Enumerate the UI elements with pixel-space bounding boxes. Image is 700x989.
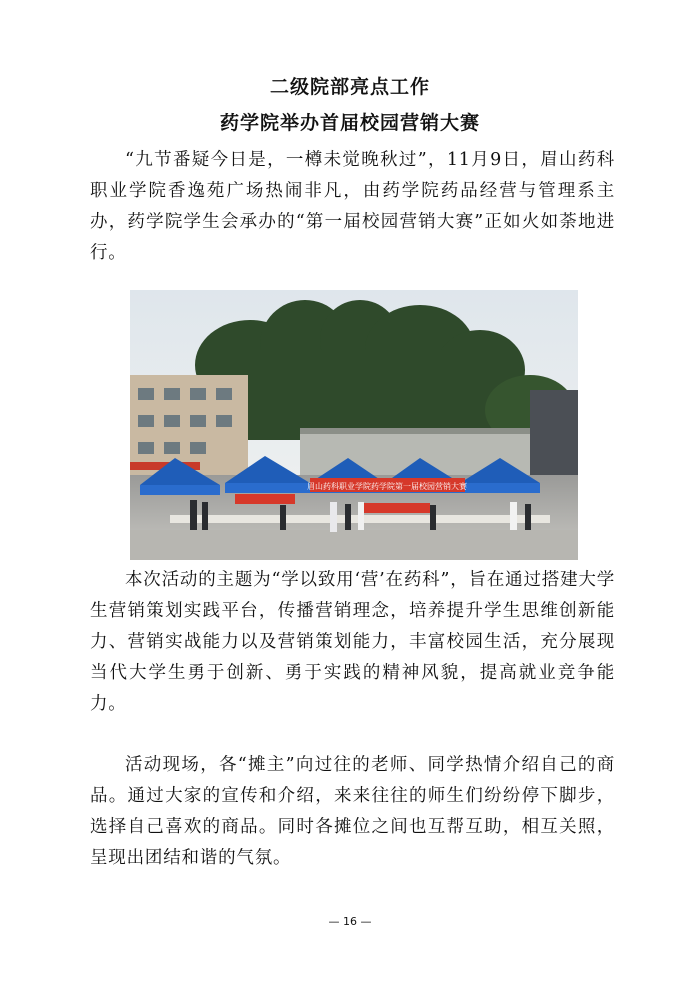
- section-title: 二级院部亮点工作: [269, 76, 430, 98]
- paragraph-scene: 活动现场，各“摊主”向过往的老师、同学热情介绍自己的商品。通过大家的宣传和介绍，来来往往的师生们纷纷停下脚步，选择自己喜欢的商品。同时各摊位之间也互帮互助，相互关照，呈现出团结和谐的气氛。: [90, 755, 615, 868]
- event-banner-text: 眉山药科职业学院药学院第一届校园营销大赛: [307, 482, 467, 491]
- event-photo: [130, 290, 578, 560]
- article-title: 药学院举办首届校园营销大赛: [219, 112, 480, 134]
- paragraph-intro: “九节番疑今日是，一樽未觉晚秋过”，11月9日，眉山药科职业学院香逸苑广场热闹非凡，由药学院药品经营与管理系主办，药学院学生会承办的“第一届校园营销大赛”正如火如荼地进行。: [90, 150, 615, 263]
- paragraph-theme: 本次活动的主题为“学以致用‘营’在药科”，旨在通过搭建大学生营销策划实践平台，传播营销理念，培养提升学生思维创新能力、营销实战能力以及营销策划能力，丰富校园生活，充分展现当代大学生勇于创新、勇于实践的精神风貌，提高就业竞争能力。: [90, 570, 615, 714]
- page-number: — 16 —: [328, 915, 372, 928]
